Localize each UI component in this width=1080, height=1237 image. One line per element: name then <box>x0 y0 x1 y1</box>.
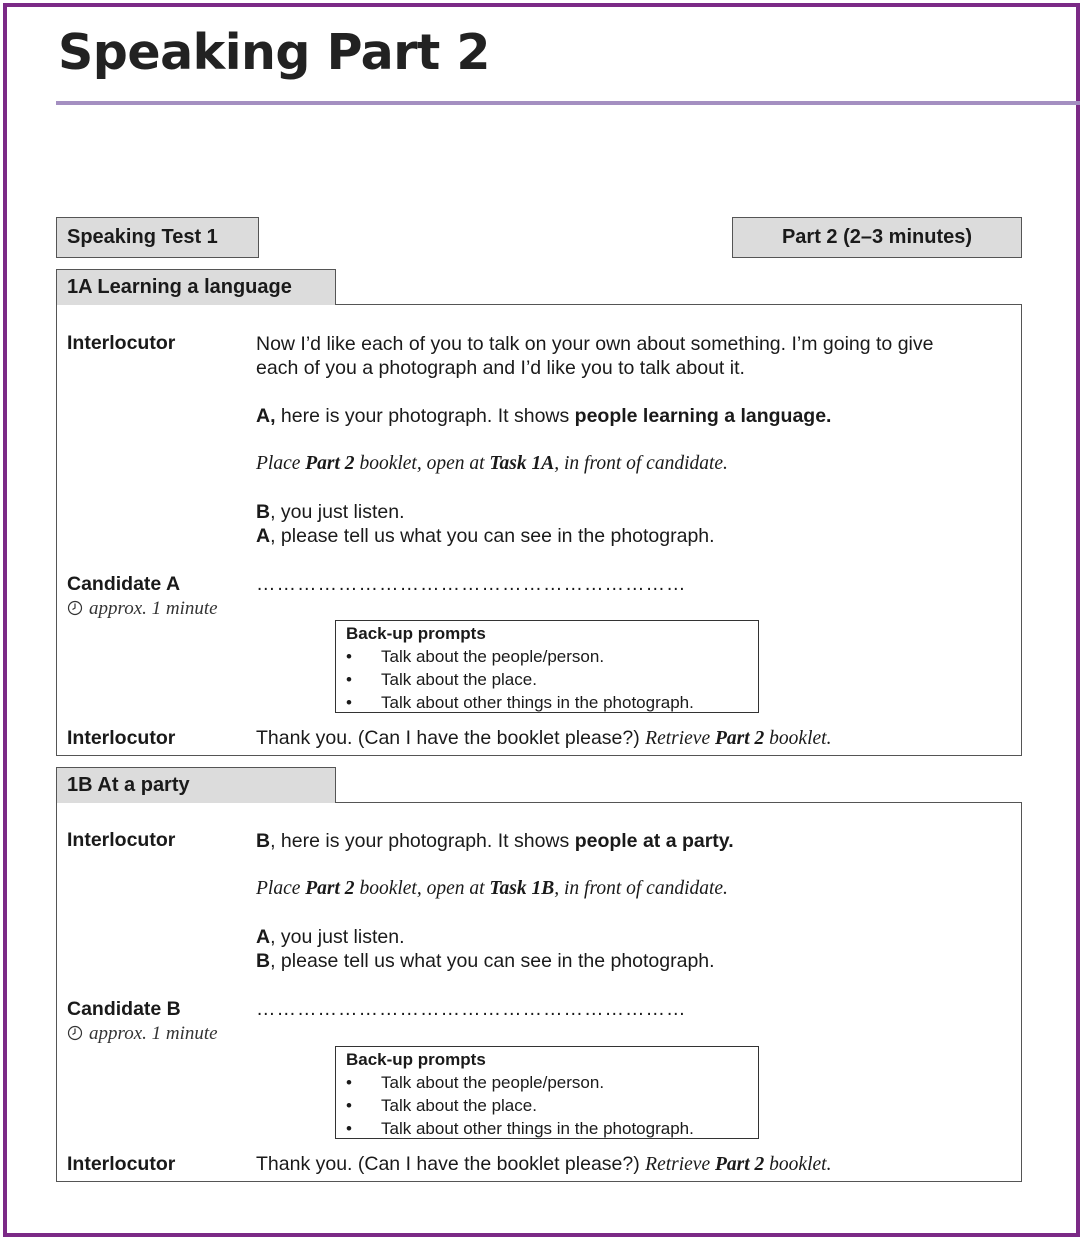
task-a-tab: 1A Learning a language <box>56 269 336 305</box>
backup-prompts-box <box>335 620 759 713</box>
list-item: • Talk about the place. <box>346 1094 748 1117</box>
list-item: • Talk about the place. <box>346 668 748 691</box>
listen-instruction: A, you just listen. <box>256 926 405 948</box>
interlocutor-label: Interlocutor <box>67 829 176 851</box>
task-a-box <box>56 304 1022 756</box>
place-booklet-instruction: Place Part 2 booklet, open at Task 1B, in front of candidate. <box>256 878 728 899</box>
candidate-timing: approx. 1 minute <box>67 1022 218 1046</box>
title-divider <box>56 101 1080 105</box>
task-b-tab: 1B At a party <box>56 767 336 803</box>
list-item: • Talk about the people/person. <box>346 1071 748 1094</box>
backup-prompts-title: Back-up prompts <box>346 1050 486 1069</box>
intro-line-1: Now I’d like each of you to talk on your own about something. I’m going to give <box>256 333 934 355</box>
clock-icon <box>67 600 83 616</box>
closing-interlocutor-label: Interlocutor <box>67 727 176 749</box>
closing-line: Thank you. (Can I have the booklet please?) Retrieve Part 2 booklet. <box>256 1153 832 1175</box>
response-placeholder: ……………………………………………………… <box>256 998 687 1020</box>
page-title: Speaking Part 2 <box>58 24 490 81</box>
list-item: • Talk about other things in the photograph. <box>346 1117 748 1140</box>
clock-icon <box>67 1025 83 1041</box>
speak-instruction: B, please tell us what you can see in the photograph. <box>256 950 715 972</box>
backup-prompts-list <box>346 1071 748 1140</box>
response-placeholder: ……………………………………………………… <box>256 573 687 595</box>
speak-instruction: A, please tell us what you can see in the photograph. <box>256 525 715 547</box>
intro-line-2: each of you a photograph and I’d like you to talk about it. <box>256 357 745 379</box>
interlocutor-label: Interlocutor <box>67 332 176 354</box>
backup-prompts-box <box>335 1046 759 1139</box>
place-booklet-instruction: Place Part 2 booklet, open at Task 1A, in front of candidate. <box>256 453 728 474</box>
part-duration-label: Part 2 (2–3 minutes) <box>732 217 1022 258</box>
list-item: • Talk about the people/person. <box>346 645 748 668</box>
list-item: • Talk about other things in the photograph. <box>346 691 748 714</box>
photo-instruction: A, here is your photograph. It shows people learning a language. <box>256 405 832 427</box>
photo-instruction: B, here is your photograph. It shows people at a party. <box>256 830 734 852</box>
test-name-label: Speaking Test 1 <box>56 217 259 258</box>
backup-prompts-list <box>346 645 748 714</box>
candidate-timing: approx. 1 minute <box>67 597 218 621</box>
candidate-label: Candidate A <box>67 573 181 595</box>
task-b-box <box>56 802 1022 1182</box>
backup-prompts-title: Back-up prompts <box>346 624 486 643</box>
closing-line: Thank you. (Can I have the booklet please?) Retrieve Part 2 booklet. <box>256 727 832 749</box>
listen-instruction: B, you just listen. <box>256 501 405 523</box>
candidate-label: Candidate B <box>67 998 181 1020</box>
closing-interlocutor-label: Interlocutor <box>67 1153 176 1175</box>
